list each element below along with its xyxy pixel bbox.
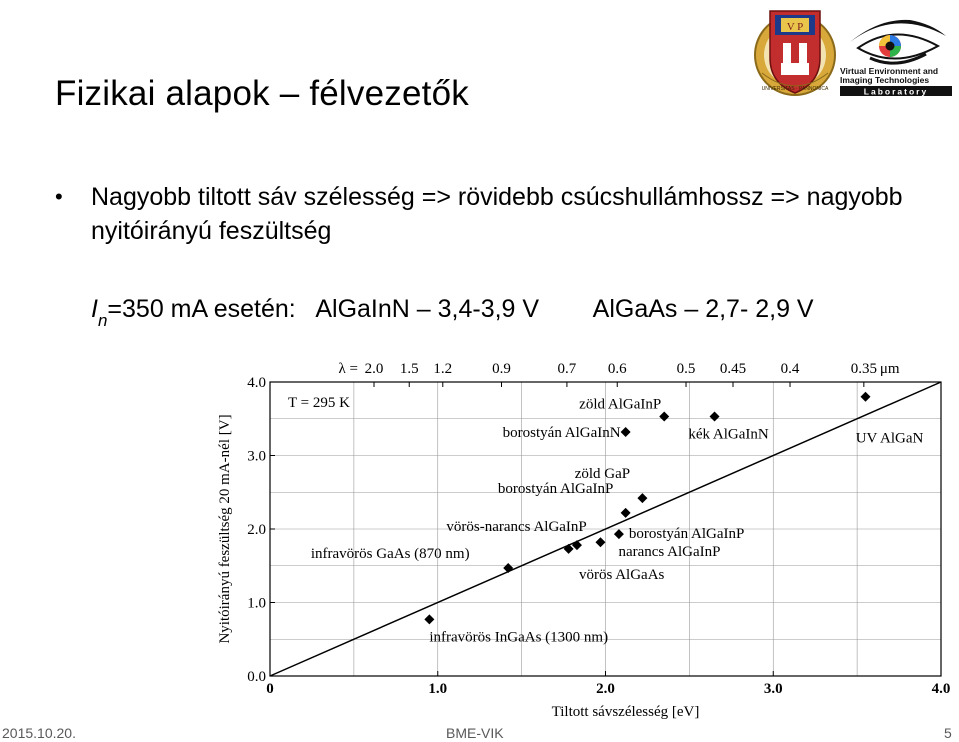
top-axis-prefix: λ = (338, 361, 359, 377)
data-point-marker (503, 563, 513, 573)
footer-date: 2015.10.20. (2, 725, 76, 741)
data-point-marker (637, 493, 647, 503)
algainn-voltage: AlGaInN – 3,4-3,9 V (315, 295, 540, 323)
bandgap-voltage-chart (213, 355, 958, 725)
algaas-voltage: AlGaAs – 2,7- 2,9 V (592, 295, 814, 323)
top-tick-label: 1.5 (399, 361, 419, 377)
university-logo (750, 3, 840, 97)
x-tick-label: 1.0 (428, 681, 448, 697)
footer-center: BME-VIK (446, 725, 504, 741)
data-point-marker (710, 412, 720, 422)
top-tick-label: 0.45 (719, 361, 747, 377)
data-point-marker (595, 537, 605, 547)
bullet-dot: • (55, 184, 63, 209)
point-label: vörös AlGaAs (578, 567, 665, 584)
top-axis-unit: μm (879, 361, 900, 377)
current-subscript: n (97, 311, 108, 330)
bullet-item (55, 180, 935, 248)
data-point-marker (424, 614, 434, 624)
y-axis-title: Nyitóirányú feszültség 20 mA-nél [V] (217, 414, 233, 644)
university-ring-text: UNIVERSITAS · PANNONICA (761, 86, 829, 92)
data-point-marker (614, 529, 624, 539)
lab-name-line3: Laboratory (863, 86, 929, 96)
x-tick-label: 4.0 (931, 681, 951, 697)
data-point-marker (659, 412, 669, 422)
point-label: UV AlGaN (855, 430, 924, 447)
data-point-layer (424, 392, 870, 625)
y-tick-label: 4.0 (247, 375, 266, 391)
point-label: infravörös InGaAs (1300 nm) (429, 629, 609, 646)
point-label: narancs AlGaInP (618, 544, 721, 561)
top-tick-label: 0.4 (780, 361, 800, 377)
current-symbol: I (91, 295, 98, 323)
data-point-marker (621, 508, 631, 518)
data-point-marker (861, 392, 871, 402)
data-point-marker (621, 427, 631, 437)
data-point-marker (564, 544, 574, 554)
current-condition-line (91, 295, 814, 330)
point-label: zöld AlGaInP (579, 396, 662, 413)
current-condition-text: =350 mA esetén: (107, 295, 296, 323)
slide-title: Fizikai alapok – félvezetők (55, 74, 469, 113)
point-label: borostyán AlGaInP (628, 526, 745, 543)
point-label: infravörös GaAs (870 nm) (310, 545, 470, 562)
data-point-marker (572, 540, 582, 550)
top-tick-label: 0.9 (492, 361, 511, 377)
point-label: zöld GaP (574, 466, 631, 483)
top-tick-label: 2.0 (364, 361, 384, 377)
lab-name-line1: Virtual Environment and (840, 66, 939, 76)
footer-page-number: 5 (944, 725, 952, 741)
y-tick-label: 2.0 (247, 522, 266, 538)
bullet-text: Nagyobb tiltott sáv szélesség => rövidebb csúcshullámhossz => nagyobb nyitóirányú feszültség (91, 183, 903, 245)
lab-name-line2: Imaging Technologies (840, 75, 930, 85)
temperature-annotation: T = 295 K (288, 395, 350, 411)
x-tick-label: 0 (266, 681, 274, 697)
y-tick-label: 3.0 (247, 448, 266, 465)
top-tick-label: 0.6 (607, 361, 627, 377)
x-axis-title: Tiltott sávszélesség [eV] (551, 704, 700, 720)
y-tick-label: 0.0 (247, 669, 266, 685)
top-tick-label: 1.2 (433, 361, 453, 377)
lab-logo (840, 10, 954, 96)
y-tick-label: 1.0 (247, 595, 266, 612)
point-label: borostyán AlGaInN (502, 424, 621, 441)
x-tick-label: 2.0 (596, 681, 615, 697)
university-initials: V P (786, 21, 804, 33)
point-label: kék AlGaInN (688, 426, 769, 443)
x-tick-label: 3.0 (763, 681, 783, 697)
top-tick-label: 0.5 (676, 361, 696, 377)
point-label: vörös-narancs AlGaInP (446, 518, 587, 535)
point-label-layer (311, 397, 924, 646)
point-label: borostyán AlGaInP (497, 480, 614, 497)
top-tick-label: 0.35 (850, 361, 877, 377)
top-tick-label: 0.7 (557, 361, 577, 377)
